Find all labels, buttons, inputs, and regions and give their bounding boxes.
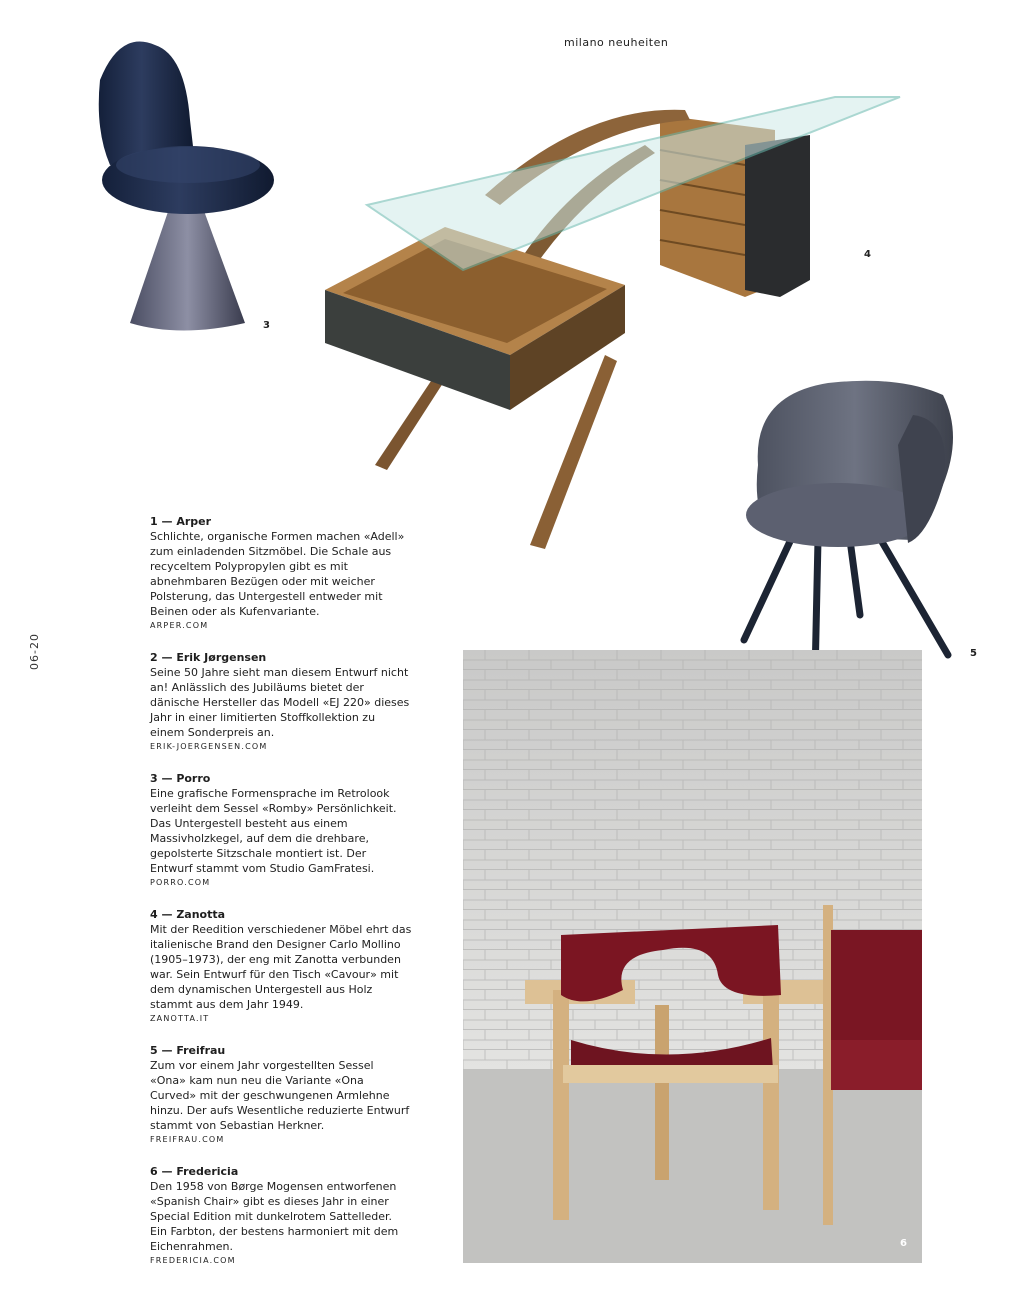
entry-fredericia (150, 1164, 412, 1268)
entry-link[interactable]: FREIFRAU.COM (150, 1135, 225, 1144)
entry-title: 6 — Fredericia (150, 1165, 239, 1178)
entry-body: Mit der Reedition verschiedener Möbel ehrt das italienische Brand den Designer Carlo Mollino (1905–1973), der eng mit Zanotta verbunden war. Sein Entwurf für den Tisch «Cavour» mit dem dynamischen Untergestell aus Holz stammt aus dem Jahr 1949. (150, 923, 412, 1011)
figure-number-5: 5 (970, 648, 977, 659)
entry-title: 5 — Freifrau (150, 1044, 226, 1057)
chair-image-porro (90, 40, 290, 340)
armchair-image-freifrau (738, 375, 958, 685)
entry-link[interactable]: FREDERICIA.COM (150, 1256, 236, 1265)
entry-erik-jorgensen (150, 650, 412, 754)
section-header: milano neuheiten (564, 36, 669, 49)
figure-number-6: 6 (900, 1238, 907, 1249)
entry-title: 3 — Porro (150, 772, 211, 785)
entry-title: 2 — Erik Jørgensen (150, 651, 267, 664)
figure-number-3: 3 (263, 320, 270, 331)
figure-number-4: 4 (864, 249, 871, 260)
entry-body: Seine 50 Jahre sieht man diesem Entwurf nicht an! Anlässlich des Jubiläums bietet der dänische Hersteller das Modell «EJ 220» dieses Jahr in einer limitierten Stoffkollektion zu einem Sonderpreis an. (150, 666, 410, 739)
entry-link[interactable]: ARPER.COM (150, 621, 209, 630)
entry-freifrau (150, 1043, 412, 1147)
entry-zanotta (150, 907, 412, 1026)
entry-title: 1 — Arper (150, 515, 212, 528)
page-folio: 06-20 (28, 633, 41, 670)
entry-arper (150, 514, 412, 633)
entry-link[interactable]: PORRO.COM (150, 878, 211, 887)
entry-porro (150, 771, 412, 890)
entry-link[interactable]: ERIK-JOERGENSEN.COM (150, 742, 268, 751)
entry-body: Eine grafische Formensprache im Retrolook verleiht dem Sessel «Romby» Persönlichkeit. Das Untergestell besteht aus einem Massivholzkegel, auf dem die drehbare, gepolsterte Sitzschale montiert ist. Der Entwurf stammt vom Studio GamFratesi. (150, 787, 397, 875)
spanish-chair-photo (463, 650, 922, 1263)
entry-body: Den 1958 von Børge Mogensen entworfenen «Spanish Chair» gibt es dieses Jahr in einer Special Edition mit dunkelrotem Sattelleder. Ein Farbton, der bestens harmoniert mit dem Eichenrahmen. (150, 1180, 399, 1253)
product-list (150, 514, 412, 1285)
entry-body: Schlichte, organische Formen machen «Adell» zum einladenden Sitzmöbel. Die Schale aus recyceltem Polypropylen gibt es mit abnehmbaren Bezügen oder mit weicher Polsterung, das Untergestell entweder mit Beinen oder als Kufenvariante. (150, 530, 405, 618)
entry-title: 4 — Zanotta (150, 908, 226, 921)
entry-link[interactable]: ZANOTTA.IT (150, 1014, 210, 1023)
entry-body: Zum vor einem Jahr vorgestellten Sessel «Ona» kam nun neu die Variante «Ona Curved» mit der geschwungenen Armlehne hinzu. Der aufs Wesentliche reduzierte Entwurf stammt von Sebastian Herkner. (150, 1059, 410, 1132)
